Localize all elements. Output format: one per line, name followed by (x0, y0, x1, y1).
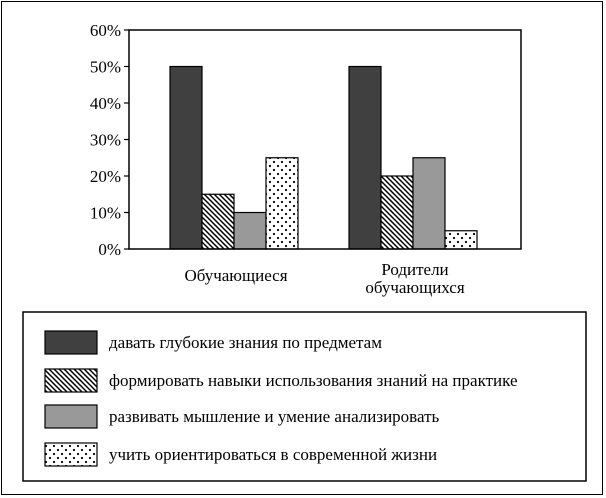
legend-label: учить ориентироваться в современной жизни (109, 445, 438, 464)
bar (234, 213, 266, 250)
x-category-label: Родители обучающихся (365, 260, 465, 297)
y-tick-label: 40% (89, 94, 121, 113)
bar (445, 231, 477, 249)
bar (202, 194, 234, 249)
legend-swatch (45, 443, 97, 466)
bar (349, 67, 381, 250)
legend-label: формировать навыки использования знаний на практике (109, 371, 518, 390)
legend-label: развивать мышление и умение анализировать (109, 407, 440, 426)
y-tick-label: 10% (89, 203, 121, 223)
legend-swatch (45, 369, 97, 392)
y-tick-label: 30% (89, 130, 121, 150)
bar (170, 67, 202, 250)
x-category-label: Обучающиеся (184, 266, 288, 285)
legend-swatch (45, 331, 97, 354)
y-tick-label: 60% (89, 21, 121, 40)
y-tick-label: 0% (98, 240, 121, 259)
bar (266, 158, 298, 249)
legend-label: давать глубокие знания по предметам (109, 333, 382, 352)
legend-swatch (45, 405, 97, 428)
y-tick-label: 50% (89, 57, 121, 77)
y-tick-label: 20% (89, 167, 121, 186)
bar (413, 158, 445, 249)
bar (381, 176, 413, 249)
